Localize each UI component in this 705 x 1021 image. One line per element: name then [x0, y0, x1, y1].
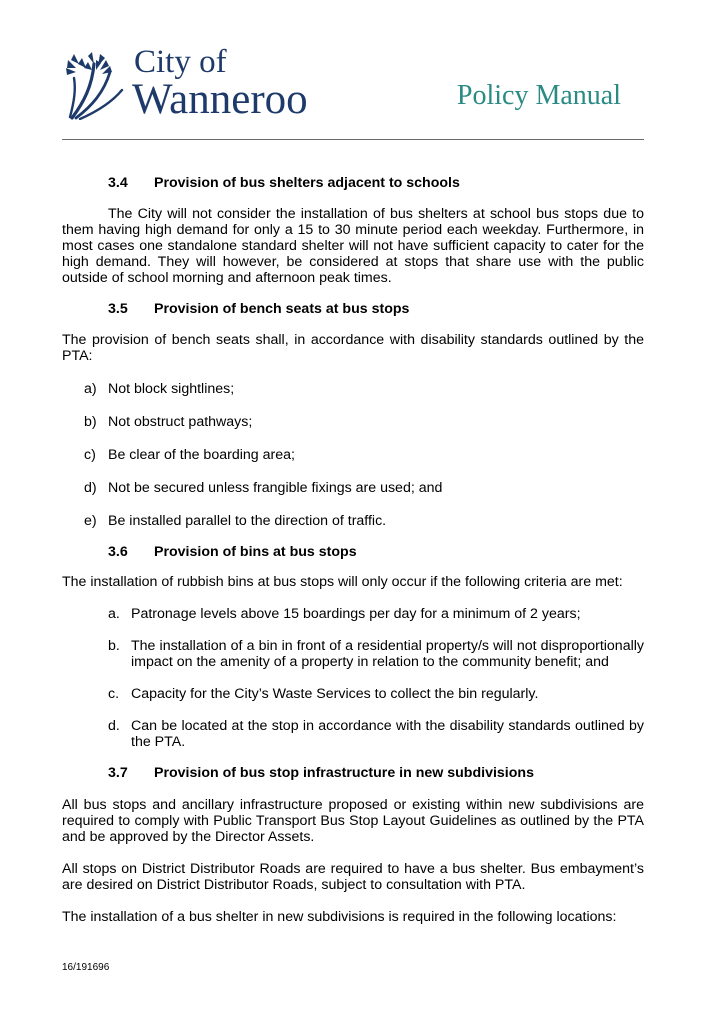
bench-seat-list: [62, 381, 644, 529]
section-title: Provision of bench seats at bus stops: [154, 301, 410, 317]
paragraph: The City will not consider the installation of bus shelters at school bus stops due to them having high demand for only a 15 to 30 minute period each weekday. Furthermore, in most cases one standalone standard shelter will not have sufficient capacity to cater for the high demand. They will however, be considered at stops that share use with the public outside of school morning and afternoon peak times.: [62, 206, 644, 286]
list-marker: b): [84, 414, 97, 430]
list-text: The installation of a bin in front of a residential property/s will not disproportionally impact on the amenity of a property in relation to the community benefit; and: [131, 638, 644, 670]
list-item: [108, 686, 644, 702]
paragraph: All stops on District Distributor Roads are required to have a bus shelter. Bus embayment’s are desired on District Distributor Roads, subject to consultation with PTA.: [62, 861, 644, 893]
city-logo-icon: [62, 50, 128, 120]
section-number: 3.4: [108, 175, 128, 191]
section-heading-3-6: [108, 544, 644, 560]
section-title: Provision of bins at bus stops: [154, 544, 357, 560]
section-heading-3-4: [108, 175, 644, 191]
list-marker: e): [84, 513, 97, 529]
list-marker: c.: [108, 686, 120, 702]
list-marker: d): [84, 480, 97, 496]
header-divider: [62, 139, 644, 140]
list-marker: c): [84, 447, 96, 463]
list-item: [84, 414, 644, 430]
list-marker: d.: [108, 718, 120, 734]
list-marker: b.: [108, 638, 120, 654]
list-text: Not obstruct pathways;: [108, 414, 253, 430]
list-text: Capacity for the City’s Waste Services to collect the bin regularly.: [131, 686, 539, 702]
document-reference-number: 16/191696: [62, 962, 110, 973]
list-text: Be clear of the boarding area;: [108, 447, 295, 463]
list-item: [84, 513, 644, 529]
list-item: [84, 381, 644, 397]
section-number: 3.6: [108, 544, 128, 560]
section-number: 3.5: [108, 301, 128, 317]
list-item: [84, 447, 644, 463]
list-text: Not block sightlines;: [108, 381, 235, 397]
section-heading-3-7: [108, 765, 644, 781]
paragraph: The provision of bench seats shall, in accordance with disability standards outlined by the PTA:: [62, 332, 644, 364]
list-item: [108, 638, 644, 670]
list-text: Can be located at the stop in accordance with the disability standards outlined by the PTA.: [131, 718, 644, 750]
document-body: [62, 175, 644, 925]
section-title: Provision of bus shelters adjacent to schools: [154, 175, 460, 191]
list-item: [108, 606, 644, 622]
list-marker: a): [84, 381, 97, 397]
paragraph: All bus stops and ancillary infrastructure proposed or existing within new subdivisions are required to comply with Public Transport Bus Stop Layout Guidelines as outlined by the PTA and be approved by the Director Assets.: [62, 797, 644, 845]
logo-text-city-of: City of: [134, 44, 227, 80]
section-heading-3-5: [108, 301, 644, 317]
paragraph: The installation of rubbish bins at bus stops will only occur if the following criteria are met:: [62, 574, 623, 590]
list-marker: a.: [108, 606, 120, 622]
manual-title: Policy Manual: [456, 80, 621, 111]
list-text: Patronage levels above 15 boardings per day for a minimum of 2 years;: [131, 606, 581, 622]
list-item: [108, 718, 644, 750]
paragraph: The installation of a bus shelter in new subdivisions is required in the following locations:: [62, 909, 617, 925]
section-number: 3.7: [108, 765, 128, 781]
list-item: [84, 480, 644, 496]
section-title: Provision of bus stop infrastructure in new subdivisions: [154, 765, 534, 781]
logo-text-wanneroo: Wanneroo: [132, 76, 308, 123]
list-text: Not be secured unless frangible fixings are used; and: [108, 480, 443, 496]
bin-criteria-list: [62, 606, 644, 750]
list-text: Be installed parallel to the direction of traffic.: [108, 513, 387, 529]
